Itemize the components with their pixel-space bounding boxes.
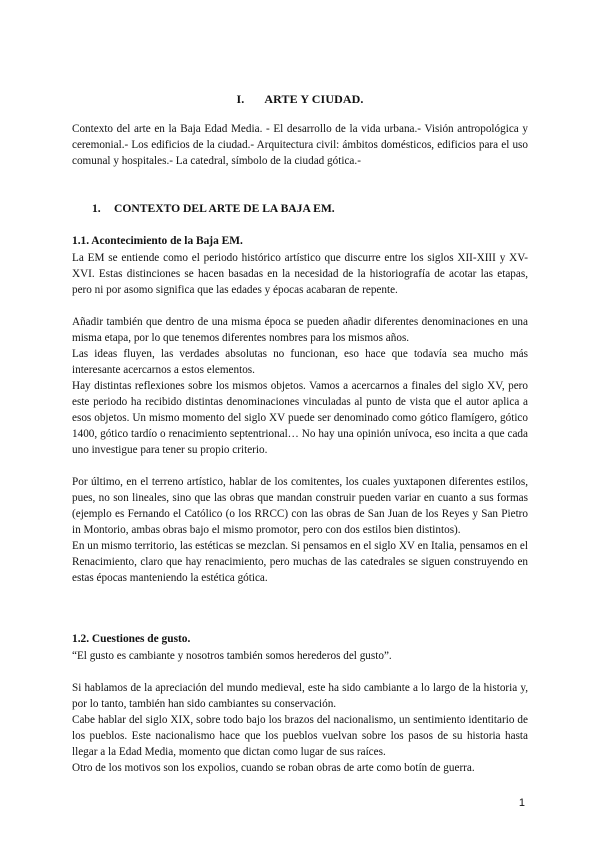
paragraph: Las ideas fluyen, las verdades absolutas no funcionan, eso hace que todavía sea mucho más interesante acercarnos a estos elementos. [72,348,528,376]
section-heading [92,202,335,215]
section-title: CONTEXTO DEL ARTE DE LA BAJA EM. [114,202,335,215]
subsection-1-2-body [72,648,528,776]
paragraph: Si hablamos de la apreciación del mundo medieval, este ha sido cambiante a lo largo de la historia y, por lo tanto, también han sido cambiantes su conservación. [72,682,528,710]
subsection-heading-1-2: 1.2. Cuestiones de gusto. [72,633,191,645]
chapter-number: I. [236,92,245,106]
paragraph: En un mismo territorio, las estéticas se mezclan. Si pensamos en el siglo XV en Italia, pensamos en el Renacimiento, claro que hay renacimiento, pero muchas de las catedrales se siguen construyendo en estas épocas manteniendo la estética gótica. [72,540,528,584]
subsection-1-1-body [72,250,528,586]
paragraph: Otro de los motivos son los expolios, cuando se roban obras de arte como botín de guerra. [72,762,475,774]
subsection-heading-1-1: 1.1. Acontecimiento de la Baja EM. [72,235,243,247]
paragraph: Añadir también que dentro de una misma época se pueden añadir diferentes denominaciones en una misma etapa, por lo que tenemos diferentes nombres para los mismos años. [72,316,528,344]
paragraph: Cabe hablar del siglo XIX, sobre todo bajo los brazos del nacionalismo, un sentimiento identitario de los pueblos. Este nacionalismo hace que los pueblos vuelvan sobre los pasos de su historia hasta llegar a la Edad Media, momento que dictan como lugar de sus raíces. [72,714,528,758]
intro-paragraph: Contexto del arte en la Baja Edad Media. - El desarrollo de la vida urbana.- Visión antropológica y ceremonial.- Los edificios de la ciudad.- Arquitectura civil: ámbitos domésticos, edificios para el uso comunal y hospitales.- La catedral, símbolo de la ciudad gótica.- [72,123,528,167]
paragraph: La EM se entiende como el periodo histórico artístico que discurre entre los siglos XII-XIII y XV-XVI. Estas distinciones se hacen basadas en la necesidad de la historiografía de acotar las etapas, pero ni por asomo significa que las edades y épocas acabaran de repente. [72,252,528,296]
page-number: 1 [518,797,525,809]
section-number: 1. [92,202,101,215]
paragraph: Por último, en el terreno artístico, hablar de los comitentes, los cuales yuxtaponen diferentes estilos, pues, no son lineales, sino que las obras que mandan construir pueden variar en cuanto a sus formas (ejemplo es Fernando el Católico (o los RRCC) con las obras de San Juan de los Reyes y San Pietro in Montorio, ambas obras bajo el mismo promotor, pero con dos estilos bien distintos). [72,476,528,536]
chapter-title [0,92,600,107]
paragraph: Hay distintas reflexiones sobre los mismos objetos. Vamos a acercarnos a finales del siglo XV, pero este periodo ha recibido distintas denominaciones vinculadas al punto de vista que el autor aplica a esos objetos. Un mismo momento del siglo XV puede ser denominado como gótico flamígero, gótico 1400, gótico tardío o renacimiento septentrional… No hay una opinión unívoca, eso incita a que cada uno investigue para tener su propio criterio. [72,380,528,456]
quote: “El gusto es cambiante y nosotros también somos herederos del gusto”. [72,650,392,662]
chapter-title-text: ARTE Y CIUDAD. [264,92,364,106]
